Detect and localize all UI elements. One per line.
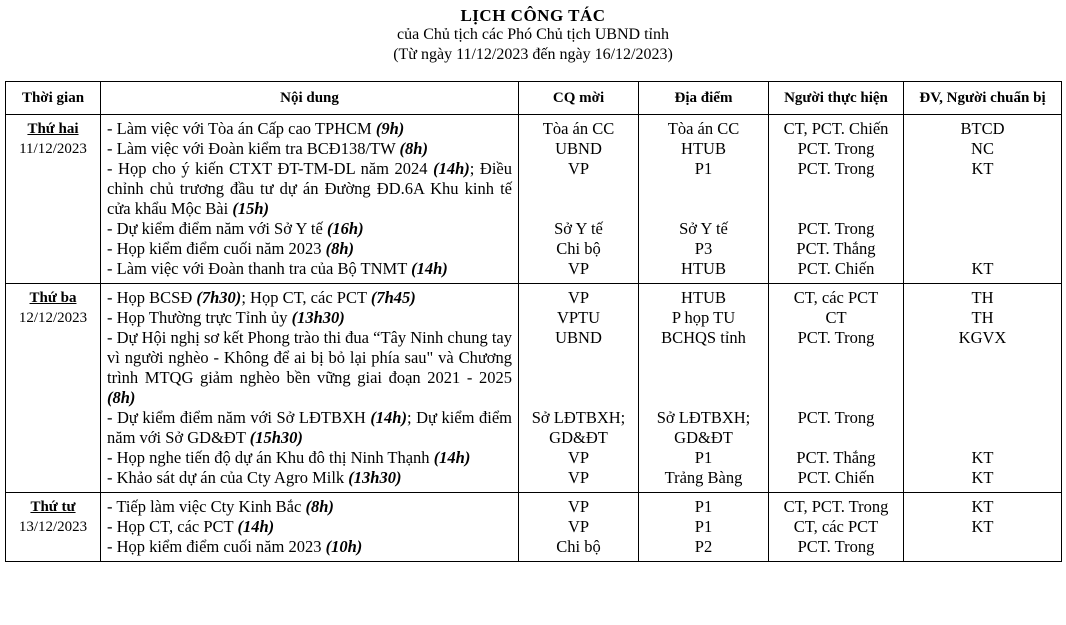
table-row [6,408,1062,448]
activity-text: - Tiếp làm việc Cty Kinh Bắc [107,497,306,516]
activity-content [101,308,519,328]
inviter-cell: VP [519,284,639,309]
table-row [6,219,1062,239]
activity-time: (13h30) [291,308,345,327]
col-header-preparer: ĐV, Người chuẩn bị [904,82,1062,115]
inviter-cell: VP [519,159,639,219]
col-header-inviter: CQ mời [519,82,639,115]
preparer-cell: KT [904,159,1062,219]
location-cell: P1 [639,517,769,537]
executor-cell: PCT. Chiến [769,468,904,493]
date-range: (Từ ngày 11/12/2023 đến ngày 16/12/2023) [393,46,673,63]
col-header-time: Thời gian [6,82,101,115]
table-row [6,284,1062,309]
executor-cell: CT, PCT. Chiến [769,115,904,140]
preparer-cell: KT [904,517,1062,537]
location-cell: BCHQS tỉnh [639,328,769,408]
day-date: 11/12/2023 [19,141,87,157]
activity-content [101,284,519,309]
activity-text: - Dự kiểm điểm năm với Sở LĐTBXH [107,408,371,427]
executor-cell: PCT. Trong [769,328,904,408]
table-row [6,328,1062,408]
activity-time: (14h) [411,259,448,278]
activity-time: (14h) [237,517,275,536]
preparer-cell: KT [904,259,1062,284]
activity-text: - Làm việc với Đoàn kiểm tra BCĐ138/TW [107,139,400,158]
document-title: LỊCH CÔNG TÁC [460,6,606,25]
day-name: Thứ hai [27,121,79,137]
activity-text: - Dự kiểm điểm năm với Sở Y tế [107,219,327,238]
day-cell [6,493,101,562]
activity-time: (7h30) [196,288,242,307]
activity-time: (14h) [433,448,471,467]
activity-text: - Dự Hội nghị sơ kết Phong trào thi đua “Tây Ninh chung tay vì người nghèo - Không để ai bị bỏ lại phía sau" và Chương trình MTQG giảm nghèo bền vững giai đoạn 2021 - 2025 [107,328,512,387]
activity-text: - Làm việc với Đoàn thanh tra của Bộ TNMT [107,259,412,278]
location-cell: Sở LĐTBXH; GD&ĐT [639,408,769,448]
executor-cell: CT, các PCT [769,517,904,537]
day-name: Thứ ba [29,290,77,306]
activity-content [101,537,519,562]
location-cell: HTUB [639,259,769,284]
executor-cell: PCT. Trong [769,408,904,448]
location-cell: P1 [639,159,769,219]
executor-cell: PCT. Trong [769,219,904,239]
activity-time: (9h) [375,119,405,138]
activity-content [101,139,519,159]
inviter-cell: VP [519,517,639,537]
activity-content [101,239,519,259]
activity-content [101,328,519,408]
activity-text: - Họp cho ý kiến CTXT ĐT-TM-DL năm 2024 [107,159,434,178]
inviter-cell: Sở LĐTBXH; GD&ĐT [519,408,639,448]
executor-cell: CT, PCT. Trong [769,493,904,518]
activity-time: (8h) [399,139,428,158]
table-row [6,448,1062,468]
activity-time: (14h) [370,408,407,427]
table-row [6,537,1062,562]
activity-time: (15h) [232,199,269,218]
document-subtitle: của Chủ tịch các Phó Chủ tịch UBND tỉnh [397,26,669,43]
preparer-cell [904,408,1062,448]
executor-cell: PCT. Trong [769,159,904,219]
col-header-location: Địa điểm [639,82,769,115]
inviter-cell: VP [519,259,639,284]
inviter-cell: Chi bộ [519,239,639,259]
activity-content [101,448,519,468]
preparer-cell: KT [904,468,1062,493]
inviter-cell: Tòa án CC [519,115,639,140]
location-cell: Tòa án CC [639,115,769,140]
activity-time: (7h45) [370,288,416,307]
preparer-cell: KT [904,448,1062,468]
activity-text: ; Họp CT, các PCT [241,288,371,307]
location-cell: P2 [639,537,769,562]
inviter-cell: UBND [519,328,639,408]
table-row [6,517,1062,537]
activity-content [101,219,519,239]
col-header-executor: Người thực hiện [769,82,904,115]
activity-content [101,468,519,493]
location-cell: P1 [639,493,769,518]
executor-cell: PCT. Thắng [769,239,904,259]
preparer-cell: KT [904,493,1062,518]
activity-text: - Họp nghe tiến độ dự án Khu đô thị Ninh Thạnh [107,448,434,467]
col-header-content: Nội dung [101,82,519,115]
location-cell: HTUB [639,139,769,159]
table-row [6,115,1062,140]
table-row [6,259,1062,284]
executor-cell: PCT. Chiến [769,259,904,284]
preparer-cell: TH [904,284,1062,309]
preparer-cell [904,239,1062,259]
activity-time: (8h) [325,239,355,258]
activity-text: - Họp kiểm điểm cuối năm 2023 [107,537,326,556]
preparer-cell: NC [904,139,1062,159]
activity-text: - Họp Thường trực Tỉnh ủy [107,308,292,327]
day-cell [6,284,101,493]
activity-content [101,259,519,284]
activity-text: - Họp kiểm điểm cuối năm 2023 [107,239,326,258]
executor-cell: CT [769,308,904,328]
preparer-cell [904,219,1062,239]
inviter-cell: VP [519,493,639,518]
activity-content [101,517,519,537]
location-cell: P1 [639,448,769,468]
activity-content [101,159,519,219]
activity-text: - Họp BCSĐ [107,288,197,307]
table-row [6,239,1062,259]
inviter-cell: Sở Y tế [519,219,639,239]
activity-time: (16h) [326,219,364,238]
activity-content [101,408,519,448]
preparer-cell [904,537,1062,562]
inviter-cell: UBND [519,139,639,159]
table-row [6,159,1062,219]
activity-time: (13h30) [348,468,402,487]
inviter-cell: VPTU [519,308,639,328]
table-header-row [6,82,1062,115]
activity-text: - Họp CT, các PCT [107,517,238,536]
day-date: 13/12/2023 [18,519,88,535]
table-row [6,139,1062,159]
location-cell: Sở Y tế [639,219,769,239]
location-cell: HTUB [639,284,769,309]
activity-time: (14h) [433,159,470,178]
executor-cell: PCT. Thắng [769,448,904,468]
activity-time: (10h) [325,537,363,556]
activity-text: - Làm việc với Tòa án Cấp cao TPHCM [107,119,376,138]
executor-cell: CT, các PCT [769,284,904,309]
location-cell: P họp TU [639,308,769,328]
preparer-cell: TH [904,308,1062,328]
executor-cell: PCT. Trong [769,537,904,562]
inviter-cell: VP [519,468,639,493]
table-row [6,468,1062,493]
activity-text: - Khảo sát dự án của Cty Agro Milk [107,468,349,487]
location-cell: P3 [639,239,769,259]
preparer-cell: BTCD [904,115,1062,140]
activity-content [101,493,519,518]
activity-text: ; Dự kiểm điểm năm với Sở GD&ĐT [107,408,512,447]
activity-time: (8h) [107,388,136,407]
table-row [6,308,1062,328]
preparer-cell: KGVX [904,328,1062,408]
activity-content [101,115,519,140]
activity-time: (15h30) [249,428,303,447]
day-name: Thứ tư [30,499,76,515]
day-cell [6,115,101,284]
schedule-body [6,115,1062,562]
table-row [6,493,1062,518]
day-date: 12/12/2023 [18,310,88,326]
inviter-cell: VP [519,448,639,468]
location-cell: Trảng Bàng [639,468,769,493]
activity-time: (8h) [305,497,334,516]
executor-cell: PCT. Trong [769,139,904,159]
schedule-table [5,81,1062,562]
activity-text: ; Điều chỉnh chủ trương đầu tư dự án Đường ĐD.6A Khu kinh tế cửa khẩu Mộc Bài [107,159,512,218]
inviter-cell: Chi bộ [519,537,639,562]
